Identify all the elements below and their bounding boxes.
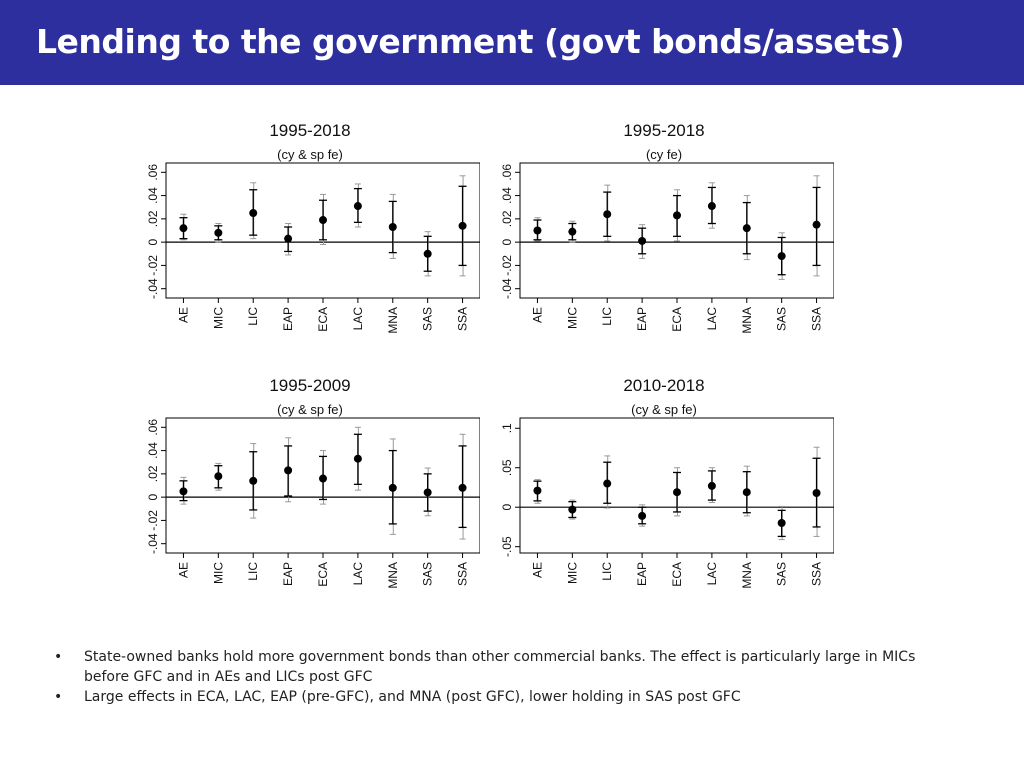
point-estimate xyxy=(638,237,646,245)
x-tick-label: AE xyxy=(530,562,545,579)
x-tick-label: LIC xyxy=(600,562,615,581)
point-estimate xyxy=(533,227,541,235)
x-tick-label: MIC xyxy=(565,562,580,584)
point-estimate xyxy=(603,210,611,218)
y-tick-label: .06 xyxy=(146,418,160,436)
point-estimate xyxy=(533,487,541,495)
point-estimate xyxy=(354,455,362,463)
x-tick-label: ECA xyxy=(316,562,330,587)
x-tick-label: AE xyxy=(176,562,191,579)
point-estimate xyxy=(424,250,432,258)
title-bar xyxy=(0,0,1024,85)
x-tick-label: ECA xyxy=(670,307,684,332)
x-tick-label: SSA xyxy=(809,307,824,332)
x-tick-label: EAP xyxy=(635,307,650,332)
x-tick-label: MNA xyxy=(385,562,400,589)
y-tick-label: -.04 xyxy=(146,533,160,555)
point-estimate xyxy=(354,202,362,210)
chart-title: 1995-2018 xyxy=(623,121,705,140)
x-tick-label: SAS xyxy=(774,307,789,332)
point-estimate xyxy=(813,489,821,497)
point-estimate xyxy=(424,488,432,496)
point-estimate xyxy=(214,229,222,237)
y-tick-label: .02 xyxy=(500,210,514,228)
chart-title: 1995-2018 xyxy=(269,121,351,140)
point-estimate xyxy=(638,512,646,520)
y-tick-label: .06 xyxy=(500,163,514,181)
x-tick-label: LAC xyxy=(704,562,719,586)
point-estimate xyxy=(389,223,397,231)
x-tick-label: SAS xyxy=(420,562,435,587)
chart-subtitle: (cy & sp fe) xyxy=(631,402,697,417)
notes xyxy=(50,647,950,707)
chart-svg xyxy=(494,370,834,610)
point-estimate xyxy=(459,222,467,230)
point-estimate xyxy=(673,211,681,219)
point-estimate xyxy=(568,228,576,236)
point-estimate xyxy=(284,235,292,243)
point-estimate xyxy=(778,252,786,260)
chart-subtitle: (cy & sp fe) xyxy=(277,147,343,162)
y-tick-label: -.04 xyxy=(500,278,514,300)
y-tick-label: 0 xyxy=(500,238,514,246)
y-tick-label: .04 xyxy=(146,187,160,204)
point-estimate xyxy=(673,488,681,496)
y-tick-label: .1 xyxy=(500,423,514,434)
point-estimate xyxy=(743,488,751,496)
y-tick-label: -.02 xyxy=(146,255,160,276)
chart-subtitle: (cy & sp fe) xyxy=(277,402,343,417)
point-estimate xyxy=(284,466,292,474)
y-tick-label: .06 xyxy=(146,163,160,181)
point-estimate xyxy=(319,475,327,483)
chart-svg xyxy=(494,115,834,355)
y-tick-label: -.05 xyxy=(500,536,514,558)
point-estimate xyxy=(813,221,821,229)
y-tick-label: .05 xyxy=(500,459,514,477)
x-tick-label: SSA xyxy=(455,307,470,332)
point-estimate xyxy=(249,477,257,485)
x-tick-label: LIC xyxy=(600,307,615,326)
y-tick-label: 0 xyxy=(500,503,514,511)
x-tick-label: MIC xyxy=(211,307,226,329)
bullet-item xyxy=(50,687,950,707)
chart-panel-1 xyxy=(140,115,480,355)
x-tick-label: AE xyxy=(176,307,191,324)
y-tick-label: .02 xyxy=(146,210,160,228)
point-estimate xyxy=(319,216,327,224)
x-tick-label: MIC xyxy=(211,562,226,584)
x-tick-label: ECA xyxy=(316,307,330,332)
point-estimate xyxy=(179,487,187,495)
point-estimate xyxy=(249,209,257,217)
slide-title: Lending to the government (govt bonds/assets) xyxy=(36,22,905,61)
y-tick-label: 0 xyxy=(146,238,160,246)
y-tick-label: .04 xyxy=(500,187,514,204)
chart-panel-2 xyxy=(494,115,834,355)
x-tick-label: AE xyxy=(530,307,545,324)
point-estimate xyxy=(778,519,786,527)
y-tick-label: 0 xyxy=(146,493,160,501)
point-estimate xyxy=(389,484,397,492)
point-estimate xyxy=(708,202,716,210)
x-tick-label: LAC xyxy=(704,307,719,331)
chart-title: 2010-2018 xyxy=(623,376,705,395)
x-tick-label: SSA xyxy=(455,562,470,587)
point-estimate xyxy=(603,480,611,488)
x-tick-label: LAC xyxy=(350,562,365,586)
point-estimate xyxy=(214,472,222,480)
bullet-item xyxy=(50,647,950,687)
x-tick-label: EAP xyxy=(281,562,296,587)
chart-panel-4 xyxy=(494,370,834,610)
x-tick-label: MNA xyxy=(739,307,754,334)
x-tick-label: LIC xyxy=(246,562,261,581)
x-tick-label: ECA xyxy=(670,562,684,587)
chart-panel-3 xyxy=(140,370,480,610)
x-tick-label: MIC xyxy=(565,307,580,329)
bullet-icon: • xyxy=(54,649,63,665)
bullet-icon: • xyxy=(54,689,63,705)
bullet-text: Large effects in ECA, LAC, EAP (pre-GFC), and MNA (post GFC), lower holding in SAS post GFC xyxy=(84,689,741,705)
y-tick-label: -.02 xyxy=(146,510,160,531)
y-tick-label: .02 xyxy=(146,465,160,483)
x-tick-label: SAS xyxy=(774,562,789,587)
x-tick-label: EAP xyxy=(281,307,296,332)
x-tick-label: EAP xyxy=(635,562,650,587)
y-tick-label: -.04 xyxy=(146,278,160,300)
bullet-text: State-owned banks hold more government bonds than other commercial banks. The effect is particularly large in MICs before GFC and in AEs and LICs post GFC xyxy=(84,649,916,685)
point-estimate xyxy=(743,224,751,232)
x-tick-label: MNA xyxy=(385,307,400,334)
y-tick-label: .04 xyxy=(146,442,160,459)
y-tick-label: -.02 xyxy=(500,255,514,276)
point-estimate xyxy=(179,224,187,232)
point-estimate xyxy=(708,482,716,490)
chart-subtitle: (cy fe) xyxy=(645,147,683,162)
chart-svg xyxy=(140,370,480,610)
x-tick-label: LAC xyxy=(350,307,365,331)
x-tick-label: SAS xyxy=(420,307,435,332)
x-tick-label: MNA xyxy=(739,562,754,589)
chart-title: 1995-2009 xyxy=(269,376,351,395)
x-tick-label: LIC xyxy=(246,307,261,326)
chart-svg xyxy=(140,115,480,355)
point-estimate xyxy=(568,506,576,514)
x-tick-label: SSA xyxy=(809,562,824,587)
point-estimate xyxy=(459,484,467,492)
